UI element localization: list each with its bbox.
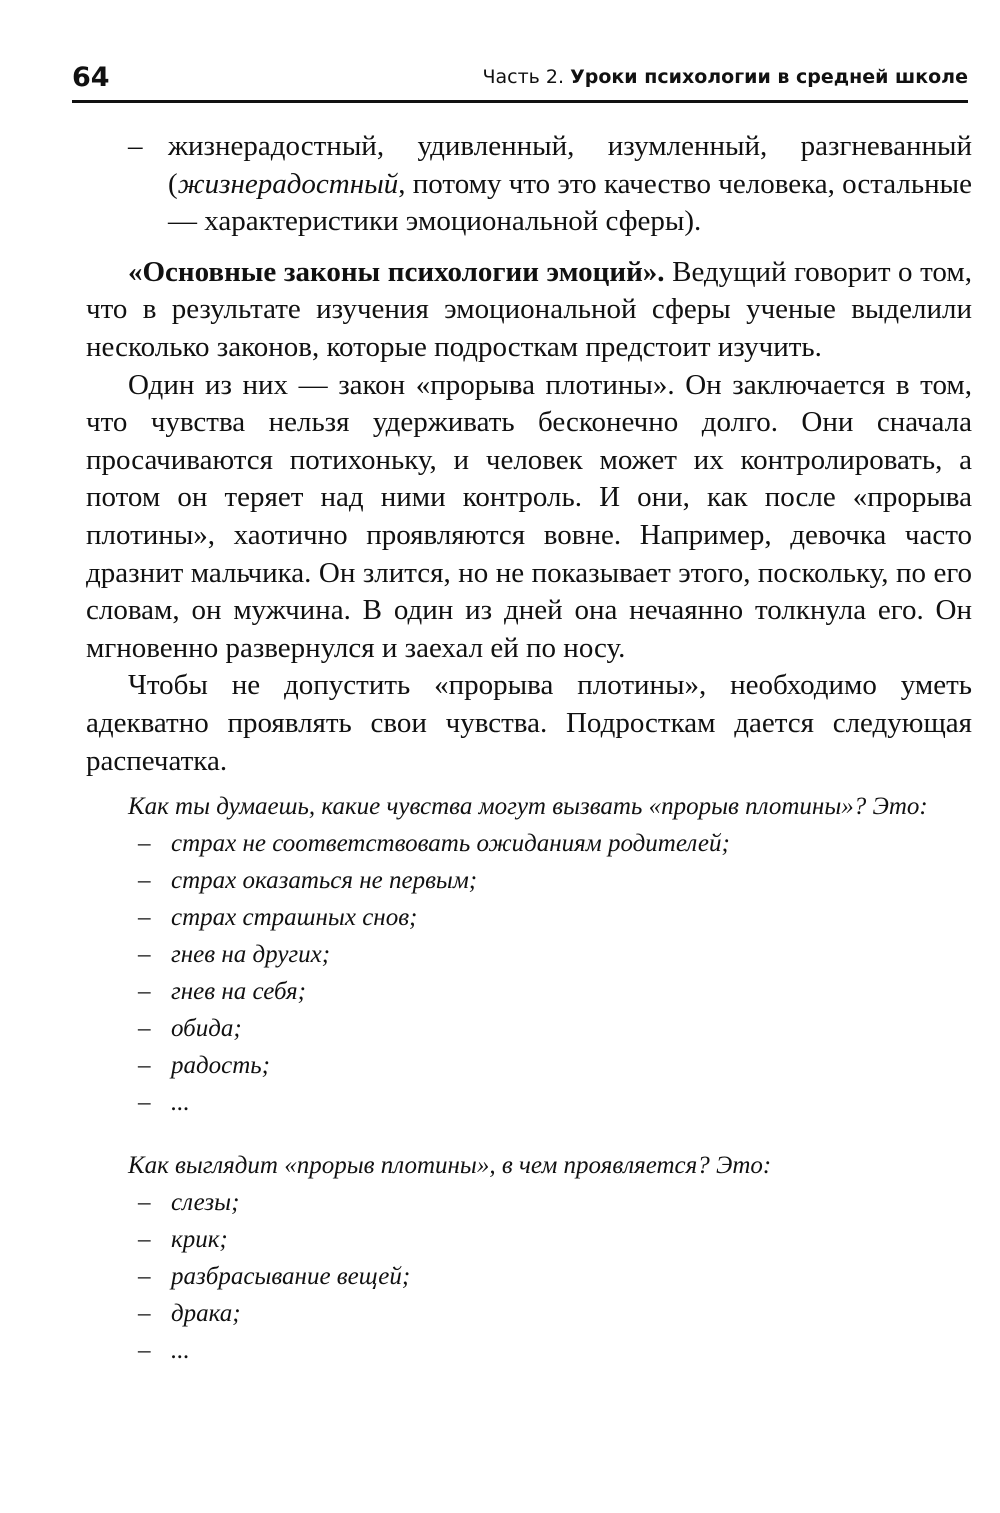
list-item-text: страх страшных снов; [171,904,418,932]
dash-item-text-before: жизнерадостный, удивленный, изумленный, разгневанный ( [168,130,972,200]
page-body [86,128,972,1369]
list-item [86,1295,972,1332]
list-item [86,825,972,862]
dash-marker: – [138,904,151,932]
list-item-text: ... [171,1089,190,1117]
list-item-text: страх оказаться не первым; [171,867,478,895]
list-item [86,1047,972,1084]
handout-question-2: Как выглядит «прорыв плотины», в чем проявляется? Это: [128,1152,772,1180]
list-item-text: обида; [171,1015,242,1043]
running-head [483,66,969,88]
paragraph-dam-law: Один из них — закон «прорыва плотины». Он заключается в том, что чувства нельзя удерживать бесконечно долго. Они сначала просачиваются потихоньку, и человек может их контролировать, а потом он теряет над ними контроль. И они, как после «прорыва плотины», хаотично проявляются вовне. Например, девочка часто дразнит мальчика. Он злится, но не показывает этого, поскольку, по его словам, он мужчина. В один из дней она нечаянно толкнула его. Он мгновенно развернулся и заехал ей по носу. [86,368,972,664]
page-number: 64 [72,62,110,93]
list-item-text: разбрасывание вещей; [171,1263,411,1291]
dash-marker: – [138,1052,151,1080]
page-header [72,52,968,103]
paragraph-laws-title: «Основные законы психологии эмоций». [128,255,665,288]
dash-marker: – [138,867,151,895]
handout-list-2 [86,1184,972,1369]
handout-section [86,788,972,1369]
dash-marker: – [138,830,151,858]
dash-marker: – [138,1189,151,1217]
list-item [86,1258,972,1295]
running-head-part: Часть 2. [482,66,565,88]
list-item-text: радость; [171,1052,270,1080]
list-item [86,936,972,973]
handout-question-1: Как ты думаешь, какие чувства могут вызвать «прорыв плотины»? Это: [128,793,928,821]
list-item-text: крик; [171,1226,228,1254]
dash-marker: – [138,1089,151,1117]
handout-list-1 [86,825,972,1121]
dash-marker: – [138,1015,151,1043]
list-item-text: ... [171,1337,190,1365]
list-item-text: слезы; [171,1189,240,1217]
list-item-text: гнев на других; [171,941,331,969]
paragraph-laws [86,254,972,367]
list-item [86,1184,972,1221]
dash-marker: – [138,1337,151,1365]
dash-item [86,128,972,241]
paragraph-laws-text: Ведущий говорит о том, что в результате изучения эмоциональной сферы ученые выделили несколько законов, которые подросткам предстоит изучить. [86,255,972,363]
list-item [86,973,972,1010]
list-item [86,1010,972,1047]
dash-marker: – [138,1300,151,1328]
dash-item-text-after: , потому что это качество человека, остальные — характеристики эмоциональной сферы). [168,167,972,238]
dash-marker: – [138,1263,151,1291]
dash-marker: – [138,978,151,1006]
list-item [86,1221,972,1258]
list-item [86,1084,972,1121]
list-item [86,862,972,899]
list-item [86,899,972,936]
paragraph-handout: Чтобы не допустить «прорыва плотины», необходимо уметь адекватно проявлять свои чувства. Подросткам дается следующая распечатка. [86,669,972,777]
dash-marker: – [128,130,143,162]
dash-marker: – [138,1226,151,1254]
list-item-text: страх не соответствовать ожиданиям родителей; [171,830,730,858]
list-item-text: драка; [171,1300,241,1328]
dash-marker: – [138,941,151,969]
list-item [86,1332,972,1369]
dash-item-italic-word: жизнерадостный [177,167,399,200]
list-item-text: гнев на себя; [171,978,306,1006]
running-head-title: Уроки психологии в средней школе [570,66,968,88]
